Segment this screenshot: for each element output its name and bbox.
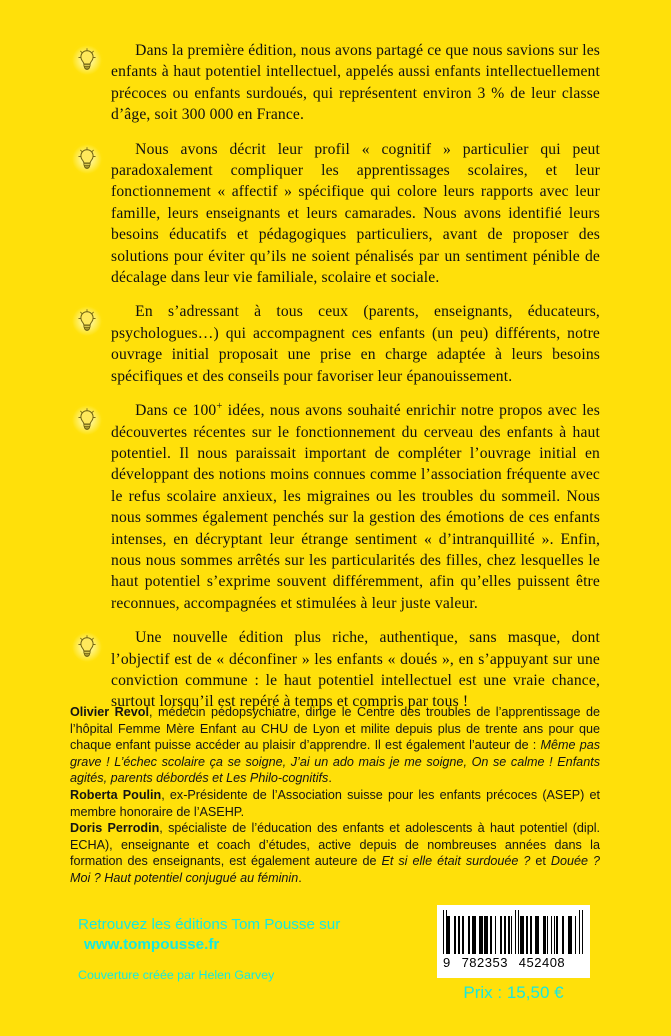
paragraph-text [70,400,600,614]
paragraph-text: Nous avons décrit leur profil « cognitif » particulier qui peut paradoxalement compliquer les apprentissages scolaires, et leur fonctionnement « affectif » spécifique qui colore leurs rapports avec leur famille, leurs enseignants et leurs camarades. Nous avons identifié leurs besoins éducatifs et pédagogiques particuliers, avant de proposer des solutions pour éviter qu’ils ne soient pénalisés par un sentiment pénible de décalage dans leur vie familiale, scolaire et sociale. [111,140,600,287]
publisher-website-link[interactable]: www.tompousse.fr [84,936,220,953]
bio-text-middle: et [530,854,551,869]
author-bios-section [70,704,600,887]
barcode-bars [443,910,584,954]
publisher-block [78,915,340,955]
paragraph-text: Dans la première édition, nous avons partagé ce que nous savions sur les enfants à haut potentiel intellectuel, appelés aussi enfants intellectuellement précoces ou enfants surdoués, qui représentent environ 3 % de leur classe d’âge, soit 300 000 en France. [111,42,600,124]
blurb-section [70,40,600,726]
bio-text: , médecin pédopsychiatre, dirige le Centre des troubles de l’apprentissage de l’hôpital Femme Mère Enfant au CHU de Lyon et milite depuis plus de trente ans pour que chaque enfant puisse accéder au plaisir d’apprendre. Il est également l’auteur de : [70,705,601,753]
author-bio [70,704,600,787]
author-name: Doris Perrodin [70,821,160,836]
barcode-digits-right: 452408 [518,955,566,970]
author-name: Olivier Revol [70,705,149,719]
barcode-digits [443,954,584,970]
bio-book-titles: Même pas grave ! L’échec scolaire ça se soigne, J’ai un ado mais je me soigne, On se calme ! Enfants agités, parents débordés et Les Philo-cognitifs [70,738,600,786]
bio-book-titles-2: Douée ? Moi ? Haut potentiel conjugué au féminin [70,854,600,885]
bio-text-tail: . [298,870,302,885]
author-bio [70,820,600,886]
author-bio [70,787,600,820]
blurb-paragraph [70,301,600,387]
blurb-paragraph [70,40,600,126]
bio-book-titles: Et si elle était surdouée ? [381,854,531,869]
paragraph-text: En s’adressant à tous ceux (parents, enseignants, éducateurs, psychologues…) qui accompagnent ces enfants (un peu) différents, notre ouvrage initial proposait une prise en charge adaptée à leurs besoins spécifiques et des conseils pour favoriser leur épanouissement. [111,303,600,385]
publisher-tagline: Retrouvez les éditions Tom Pousse sur [78,916,341,933]
barcode [437,905,590,978]
cover-credit: Couverture créée par Helen Garvey [78,968,275,982]
barcode-digits-left: 782353 [461,955,508,970]
plus-superscript: + [216,400,223,412]
blurb-paragraph [70,400,600,614]
paragraph-rest: idées, nous avons souhaité enrichir notre propos avec les découvertes récentes sur le fonctionnement du cerveau des enfants à haut potentiel. Il nous paraissait important de compléter l’ouvrage initial en développant des notions moins connues comme l’association fréquente avec le refus scolaire anxieux, les migraines ou les troubles du sommeil. Nous nous sommes également penchés sur la gestion des émotions de ces enfants intenses, en décryptant leur étrange sentiment « d’intranquillité ». Enfin, nous nous sommes arrêtés sur les particularités des filles, chez lesquelles le haut potentiel s’exprime souvent différemment, afin qu’elles puissent être reconnues, accompagnées et stimulées à leur juste valeur. [111,402,600,612]
bio-text-tail: . [328,771,332,786]
author-name: Roberta Poulin [70,787,162,802]
blurb-paragraph [70,627,600,713]
barcode-digit-first: 9 [443,955,451,970]
paragraph-prefix: Dans ce 100 [135,402,217,420]
bio-text: , spécialiste de l’éducation des enfants et adolescents à haut potentiel (dipl. ECHA), enseignante et coach d’études, active depuis de nombreuses années dans la formation des enseignants, est également auteure de [70,821,600,869]
blurb-paragraph [70,139,600,289]
paragraph-text: Une nouvelle édition plus riche, authentique, sans masque, dont l’objectif est de « déconfiner » les enfants « doués », en s’appuyant sur une conviction commune : le haut potentiel intellectuel est une vraie chance, surtout lorsqu’il est repéré à temps et compris par tous ! [111,629,600,711]
bio-text: , ex-Présidente de l’Association suisse pour les enfants précoces (ASEP) et membre honoraire de l’ASEHP. [70,787,600,819]
price-label: Prix : 15,50 € [463,983,564,1002]
